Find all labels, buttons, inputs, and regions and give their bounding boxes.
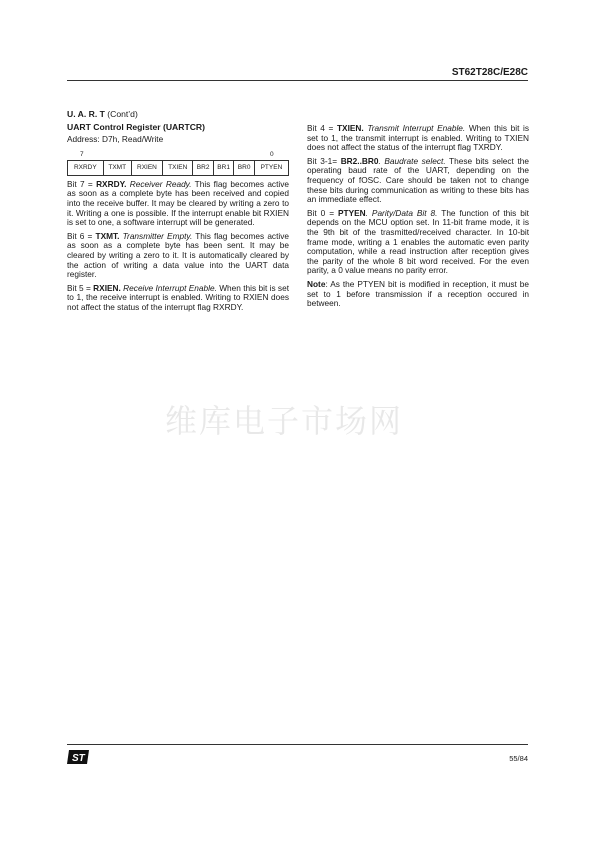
bit-name: TXMT. bbox=[95, 230, 120, 241]
bit-text: When this bit is set to 1, the receive interrupt is enabled. Writing to RXIEN does not affect the status of the interrupt flag RXRDY. bbox=[67, 282, 290, 312]
bit-text: When this bit is set to 1, the transmit interrupt is enabled. Writing to TXIEN does not affect the status of the interrupt flag TXRDY. bbox=[307, 123, 530, 153]
bit-prefix: Bit 3-1= bbox=[307, 155, 341, 166]
bit4-description bbox=[307, 124, 529, 153]
bit-cell: BR2 bbox=[193, 160, 214, 175]
bit-prefix: Bit 5 = bbox=[67, 282, 94, 293]
bit7-description bbox=[67, 180, 289, 228]
logo-text: ST bbox=[72, 753, 85, 764]
bit-title: Receiver Ready. bbox=[126, 178, 192, 189]
bit-text: These bits select the operating baud rate of the UART, depending on the frequency of fOSC. Care should be taken not to change these bits during communication as writing to these bits has an immediate effect. bbox=[307, 155, 529, 205]
note-text: : As the PTYEN bit is modified in reception, it must be set to 1 before transmission if a reception occured in between. bbox=[307, 278, 529, 309]
register-bit-table bbox=[67, 160, 289, 176]
bit-prefix: Bit 6 = bbox=[67, 230, 96, 241]
bit-prefix: Bit 0 = bbox=[307, 207, 338, 218]
bit-name: RXRDY. bbox=[96, 178, 127, 189]
bit6-description bbox=[67, 232, 289, 280]
bit-cell: BR0 bbox=[234, 160, 255, 175]
bit-cell: RXRDY bbox=[68, 160, 104, 175]
bit-text: The function of this bit depends on the MCU option set. In 11-bit frame mode, it is the 9th bit of the trasmitted/received character. In 10-bit frame mode, writing a 1 enables the automatic even parity computation, while a read instruction after reception gives the parity of the whole 8 bit word received. For the even parity, a 0 value means no parity error. bbox=[307, 207, 529, 276]
st-logo-icon bbox=[67, 750, 89, 764]
bit5-description bbox=[67, 284, 289, 313]
bit-text: This flag becomes active as soon as a complete byte has been received and copied into the receive buffer. It may be cleared by writing a zero to it. Writing a one is possible. If the interrupt enable bit RXIEN is set to one, a software interrupt will be generated. bbox=[67, 178, 289, 228]
footer-divider bbox=[67, 744, 528, 745]
bit-title: . Parity/Data Bit 8. bbox=[365, 207, 438, 218]
page-number: 55/84 bbox=[509, 754, 528, 763]
bit-name: TXIEN. bbox=[336, 123, 364, 133]
msb-label: 7 bbox=[80, 150, 84, 158]
bit-name: BR2..BR0 bbox=[340, 155, 379, 166]
register-address: Address: D7h, Read/Write bbox=[67, 134, 164, 145]
bit0-description bbox=[307, 209, 529, 276]
bit-cell: PTYEN bbox=[254, 160, 288, 175]
bit-name: RXIEN. bbox=[93, 282, 121, 293]
bit-prefix: Bit 4 = bbox=[307, 123, 337, 133]
bit-title: Transmitter Empty. bbox=[119, 230, 193, 241]
lsb-label: 0 bbox=[270, 150, 274, 158]
bit3-1-description bbox=[307, 157, 529, 205]
section-title-rest: (Cont’d) bbox=[104, 109, 138, 119]
note-label: Note bbox=[307, 278, 326, 289]
bit-number-row bbox=[67, 150, 289, 160]
watermark: 维库电子市场网 bbox=[165, 402, 404, 440]
right-column bbox=[307, 124, 529, 313]
header-divider bbox=[67, 80, 528, 81]
left-column bbox=[67, 110, 289, 317]
section-title bbox=[67, 110, 289, 120]
bit-name: PTYEN bbox=[337, 207, 366, 218]
note bbox=[307, 280, 529, 309]
document-title: ST62T28C/E28C bbox=[451, 67, 528, 78]
bit-cell: RXIEN bbox=[131, 160, 162, 175]
bit-prefix: Bit 7 = bbox=[67, 178, 97, 189]
bit-cell: BR1 bbox=[213, 160, 234, 175]
bit-cell: TXMT bbox=[103, 160, 131, 175]
register-title: UART Control Register (UARTCR) bbox=[67, 121, 205, 132]
bit-title: Receive Interrupt Enable. bbox=[120, 282, 217, 293]
bit-text: This flag becomes active as soon as a complete byte has been sent. It may be cleared by writing a zero to it. It is automatically cleared by the action of writing a data value into the UART data register. bbox=[67, 230, 289, 280]
bit-title: . Baudrate select. bbox=[378, 155, 446, 166]
bit-title: Transmit Interrupt Enable. bbox=[363, 123, 466, 133]
section-title-bold: U. A. R. T bbox=[67, 109, 105, 119]
bit-cell: TXIEN bbox=[163, 160, 193, 175]
